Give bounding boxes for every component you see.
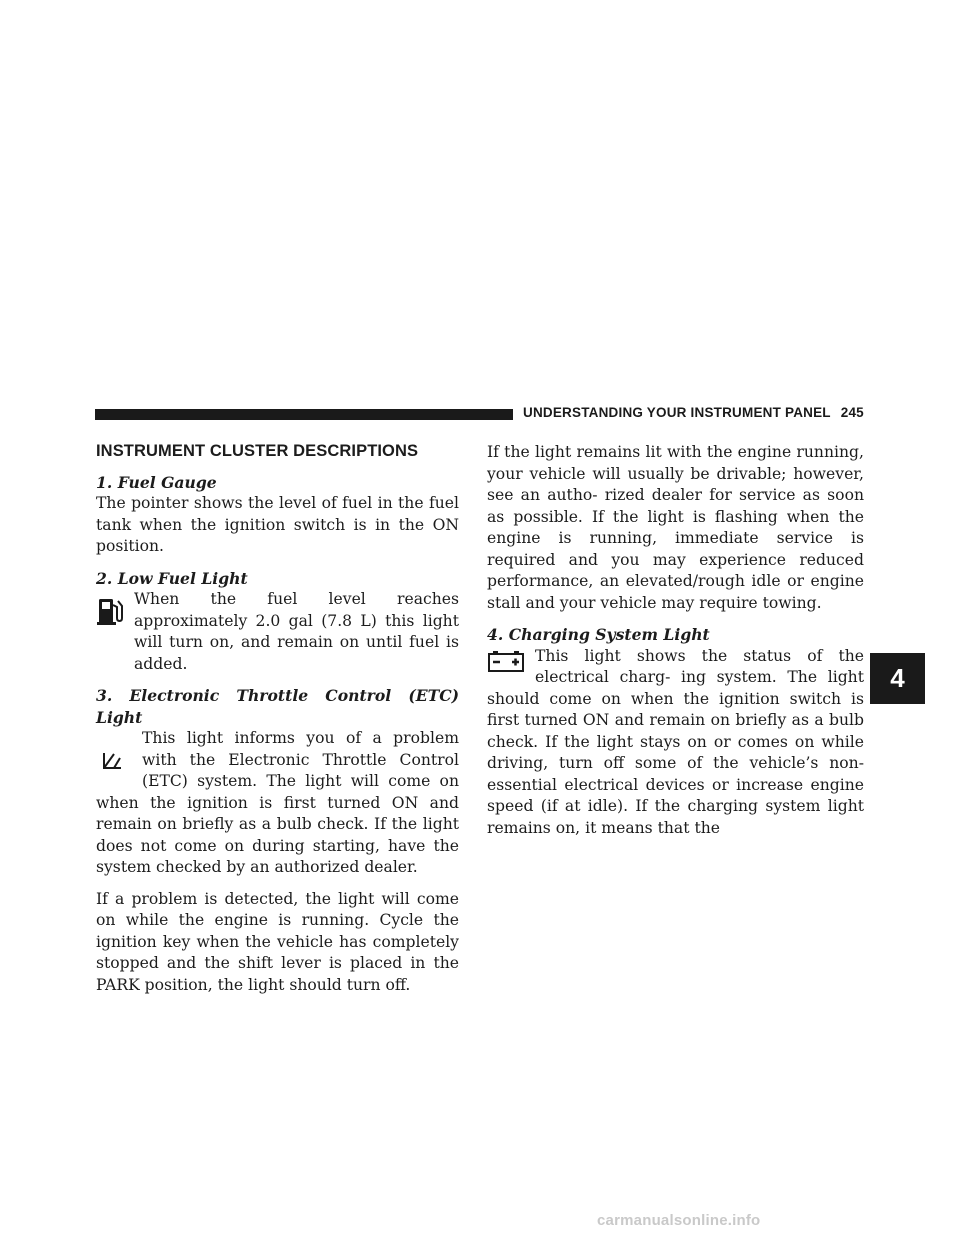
charging-heading: 4. Charging System Light xyxy=(487,625,710,644)
etc-text-3: If the light remains lit with the engine running, your vehicle will usually be drivable; however, see an autho- rized dealer for service as soon as possible. If the light is flashing when the engine is running, immediate service is required and you may experience reduced performance, an elevated/rough idle or engine stall and your vehicle may require towing. xyxy=(487,443,864,612)
etc-text-2: If a problem is detected, the light will come on while the engine is running. Cycle the ignition key when the vehicle has completely stopped and the shift lever is placed in the PARK position, the light should turn off. xyxy=(96,889,459,994)
running-head-title: UNDERSTANDING YOUR INSTRUMENT PANEL xyxy=(523,405,831,420)
section-title: INSTRUMENT CLUSTER DESCRIPTIONS xyxy=(96,442,419,460)
page-number: 245 xyxy=(840,405,864,420)
running-head xyxy=(523,405,864,420)
low-fuel-text: When the fuel level reaches approximately 2.0 gal (7.8 L) this light will turn on, and remain on until fuel is added. xyxy=(134,590,459,673)
battery-icon xyxy=(487,651,525,673)
etc-text: This light informs you of a problem with the Electronic Throttle Control (ETC) system. The light will come on when the ignition is first turned ON and remain on briefly as a bulb check. If the light does not come on during starting, have the system checked by an authorized dealer. xyxy=(96,729,459,876)
etc-heading: 3. Electronic Throttle Control (ETC) Light xyxy=(96,686,459,727)
fuel-pump-icon xyxy=(96,593,124,627)
throttle-control-icon xyxy=(100,750,124,772)
fuel-gauge-heading: 1. Fuel Gauge xyxy=(96,472,217,492)
chapter-tab: 4 xyxy=(870,653,925,704)
charging-text: This light shows the status of the electrical charg- ing system. The light should come on when the ignition switch is first turned ON and remain on briefly as a bulb check. If the light stays on or comes on while driving, turn off some of the vehicle’s non-essential electrical devices or increase engine speed (if at idle). If the charging system light remains on, it means that the xyxy=(487,646,864,837)
left-column xyxy=(96,440,459,1006)
fuel-gauge-text: The pointer shows the level of fuel in the fuel tank when the ignition switch is in the ON position. xyxy=(96,494,459,555)
charging-block xyxy=(487,646,864,840)
low-fuel-heading: 2. Low Fuel Light xyxy=(96,568,248,588)
header-rule xyxy=(95,409,513,420)
low-fuel-block xyxy=(96,589,459,675)
watermark: carmanualsonline.info xyxy=(597,1212,761,1229)
right-column xyxy=(487,442,864,849)
etc-block xyxy=(96,728,459,879)
